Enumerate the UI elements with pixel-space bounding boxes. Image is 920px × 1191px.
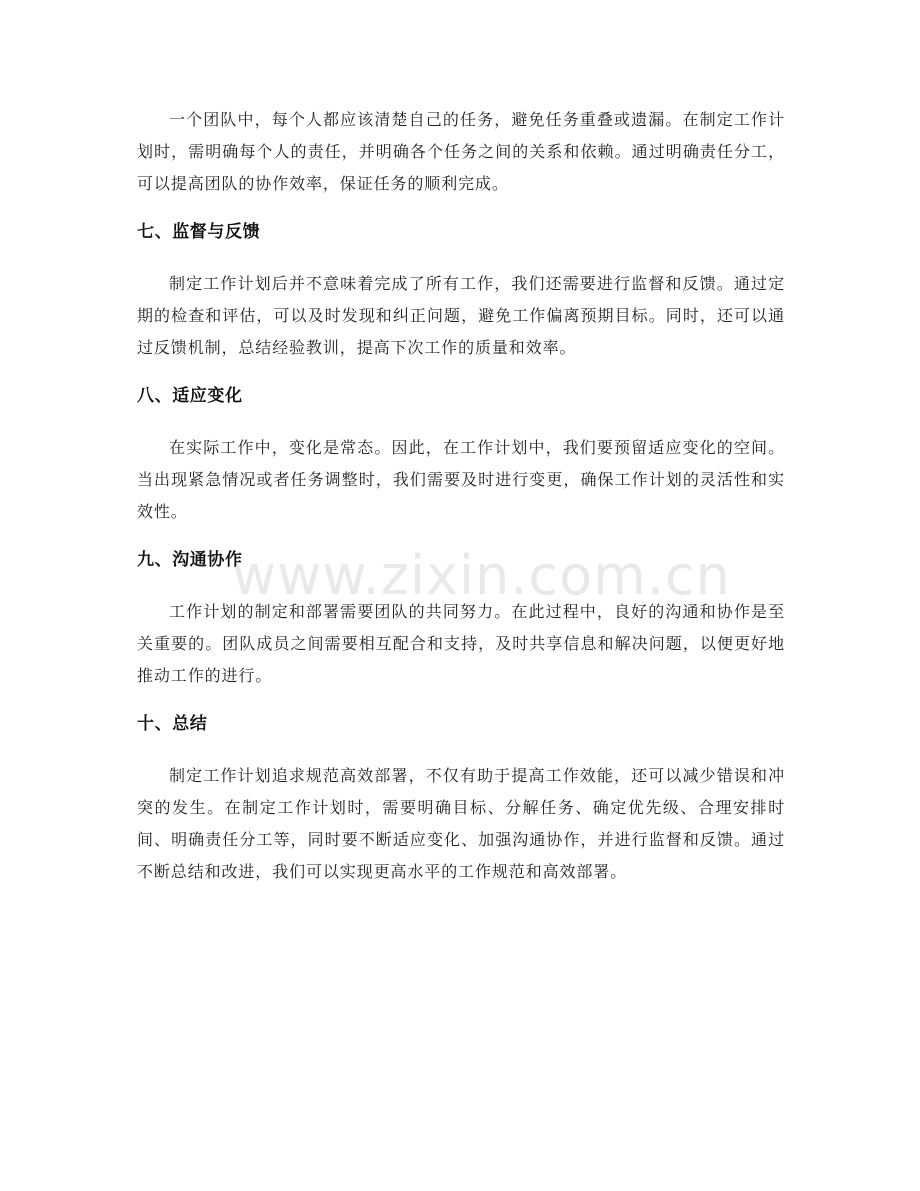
spacer [137, 528, 785, 546]
section-heading-summary: 十、总结 [137, 714, 208, 734]
spacer [137, 364, 785, 382]
spacer [137, 200, 785, 218]
spacer [137, 692, 785, 710]
section-paragraph-summary: 制定工作计划追求规范高效部署，不仅有助于提高工作效能，还可以减少错误和冲突的发生。在制定工作计划时，需要明确目标、分解任务、确定优先级、合理安排时间、明确责任分工等，同时要不断适应变化、加强沟通协作，并进行监督和反馈。通过不断总结和改进，我们可以实现更高水平的工作规范和高效部署。 [137, 766, 785, 881]
section-heading-communication: 九、沟通协作 [137, 550, 243, 570]
spacer [137, 574, 785, 596]
section-paragraph-adapt-change: 在实际工作中，变化是常态。因此，在工作计划中，我们要预留适应变化的空间。当出现紧急情况或者任务调整时，我们需要及时进行变更，确保工作计划的灵活性和实效性。 [137, 438, 785, 521]
spacer [137, 246, 785, 268]
section-paragraph-supervision: 制定工作计划后并不意味着完成了所有工作，我们还需要进行监督和反馈。通过定期的检查和评估，可以及时发现和纠正问题，避免工作偏离预期目标。同时，还可以通过反馈机制，总结经验教训，提高下次工作的质量和效率。 [137, 274, 785, 357]
section-heading-adapt-change: 八、适应变化 [137, 386, 243, 406]
document-body [137, 104, 785, 888]
spacer [137, 410, 785, 432]
section-paragraph-communication: 工作计划的制定和部署需要团队的共同努力。在此过程中，良好的沟通和协作是至关重要的。团队成员之间需要相互配合和支持，及时共享信息和解决问题，以便更好地推动工作的进行。 [137, 602, 785, 685]
section-heading-supervision: 七、监督与反馈 [137, 222, 261, 242]
spacer [137, 738, 785, 760]
intro-paragraph: 一个团队中，每个人都应该清楚自己的任务，避免任务重叠或遗漏。在制定工作计划时，需明确每个人的责任，并明确各个任务之间的关系和依赖。通过明确责任分工，可以提高团队的协作效率，保证任务的顺利完成。 [137, 110, 785, 193]
watermark: www.zixin.com.cn [232, 544, 731, 607]
